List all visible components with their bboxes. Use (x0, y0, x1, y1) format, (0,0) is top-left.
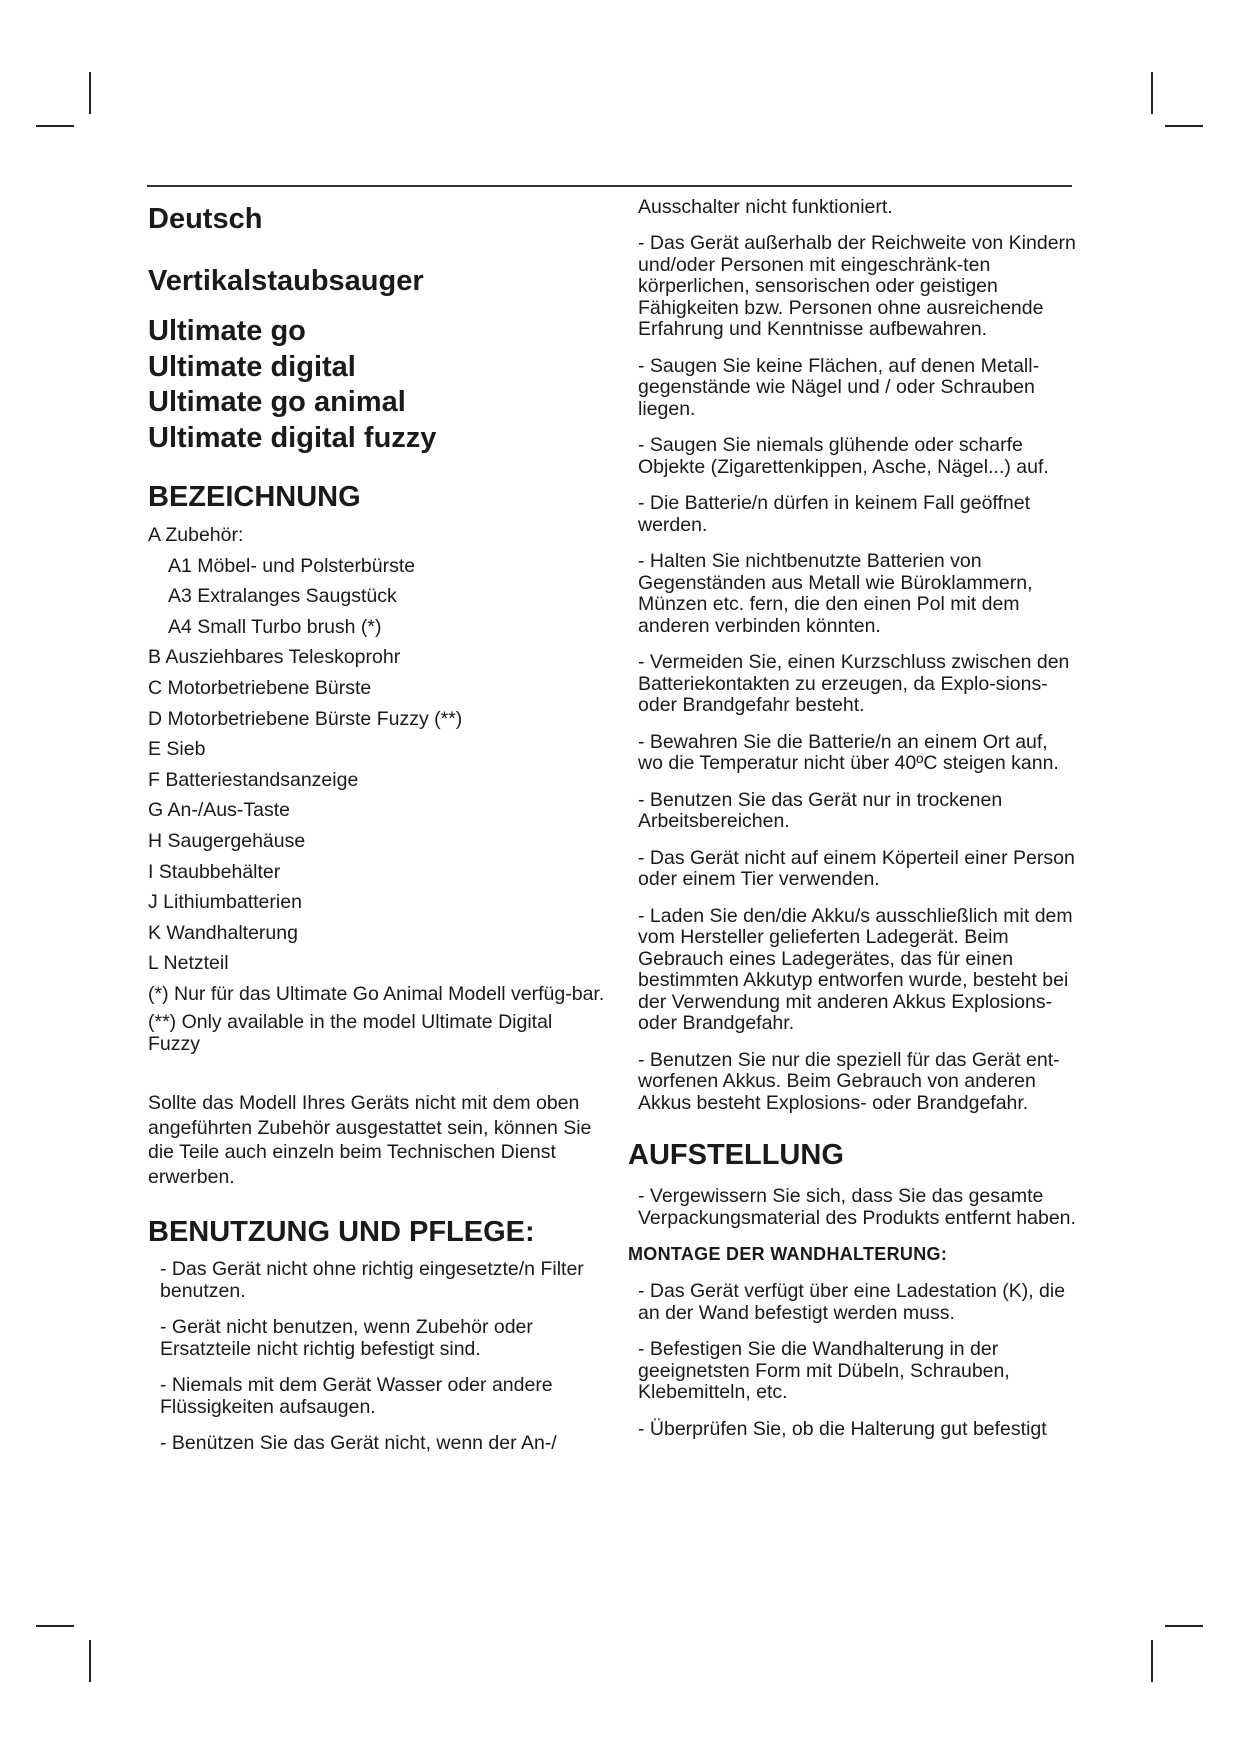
right-column (628, 196, 1078, 1455)
setup-bullets (628, 1186, 1078, 1229)
part-item: K Wandhalterung (148, 921, 298, 944)
model-name: Ultimate go (148, 315, 306, 347)
usage-bullet: - Halten Sie nichtbenutzte Batterien von Gegenständen aus Metall wie Büroklammern, Münzen etc. fern, die den einen Pol mit dem anderen verbinden könnten. (638, 550, 1033, 637)
usage-bullet: - Das Gerät nicht auf einem Köperteil einer Person oder einem Tier verwenden. (638, 846, 1075, 890)
parts-list (148, 524, 608, 1055)
part-item: J Lithiumbatterien (148, 891, 302, 914)
model-name: Ultimate digital fuzzy (148, 421, 437, 454)
crop-mark-top-right-h (1165, 125, 1203, 127)
bezeichnung-heading: BEZEICHNUNG (148, 481, 361, 513)
part-item: H Saugergehäuse (148, 829, 306, 852)
part-item: A1 Möbel- und Polsterbürste (168, 554, 416, 577)
part-item: A Zubehör: (148, 524, 244, 546)
usage-bullet-continuation: Ausschalter nicht funktioniert. (638, 196, 893, 218)
part-item: L Netzteil (148, 952, 229, 975)
footnote: (*) Nur für das Ultimate Go Animal Modell verfüg-bar. (148, 982, 605, 1005)
part-item: F Batteriestandsanzeige (148, 768, 359, 791)
usage-bullet: - Benützen Sie das Gerät nicht, wenn der An-/ (160, 1432, 557, 1455)
usage-bullets (148, 1259, 608, 1455)
setup-bullet: - Vergewissern Sie sich, dass Sie das gesamte Verpackungsmaterial des Produkts entfernt haben. (638, 1185, 1076, 1229)
part-item: I Staubbehälter (148, 860, 281, 883)
crop-mark-bottom-left-v (89, 1640, 91, 1682)
model-name: Ultimate digital (148, 350, 356, 383)
crop-mark-top-right-v (1151, 72, 1153, 114)
wall-mount-bullet: - Überprüfen Sie, ob die Halterung gut befestigt (638, 1417, 1047, 1440)
usage-bullets-continued (628, 233, 1078, 1114)
aufstellung-heading: AUFSTELLUNG (628, 1139, 844, 1171)
crop-mark-top-left-v (89, 72, 91, 114)
crop-mark-bottom-left-h (36, 1625, 74, 1627)
part-item: E Sieb (148, 738, 206, 761)
language-heading: Deutsch (148, 203, 263, 235)
usage-bullet: - Vermeiden Sie, einen Kurzschluss zwischen den Batteriekontakten zu erzeugen, da Explo-sions- oder Brandgefahr besteht. (638, 651, 1070, 716)
usage-bullet: - Laden Sie den/die Akku/s ausschließlich mit dem vom Hersteller gelieferten Ladegerät. Beim Gebrauch eines Ladegerätes, das für einen bestimmten Akkutyp entworfen wurde, besteht bei der Verwendung mit anderen Akkus Explosions- oder Brandgefahr. (638, 904, 1073, 1034)
wall-mount-subheading: MONTAGE DER WANDHALTERUNG: (628, 1244, 948, 1264)
wall-mount-bullet: - Das Gerät verfügt über eine Ladestation (K), die an der Wand befestigt werden muss. (638, 1280, 1066, 1324)
usage-bullet: - Das Gerät nicht ohne richtig eingesetzte/n Filter benutzen. (160, 1258, 584, 1302)
usage-bullet: - Benutzen Sie nur die speziell für das Gerät ent-worfenen Akkus. Beim Gebrauch von anderen Akkus besteht Explosions- oder Brandgefahr. (638, 1048, 1060, 1114)
model-name: Ultimate go animal (148, 386, 406, 418)
wall-mount-bullet: - Befestigen Sie die Wandhalterung in der geeignetsten Form mit Dübeln, Schrauben, Klebemitteln, etc. (638, 1338, 1010, 1403)
footnote: (**) Only available in the model Ultimate Digital Fuzzy (148, 1010, 553, 1055)
usage-bullet: - Gerät nicht benutzen, wenn Zubehör oder Ersatzteile nicht richtig befestigt sind. (160, 1316, 533, 1360)
part-item: A3 Extralanges Saugstück (168, 585, 397, 608)
part-item: G An-/Aus-Taste (148, 799, 290, 822)
usage-bullet: - Saugen Sie keine Flächen, auf denen Metall-gegenstände wie Nägel und / oder Schrauben liegen. (638, 354, 1040, 420)
benutzung-heading: BENUTZUNG UND PFLEGE: (148, 1216, 535, 1249)
accessory-paragraph: Sollte das Modell Ihres Geräts nicht mit dem oben angeführten Zubehör ausgestattet sein, können Sie die Teile auch einzeln beim Technischen Dienst erwerben. (148, 1091, 592, 1188)
usage-bullet: - Die Batterie/n dürfen in keinem Fall geöffnet werden. (638, 492, 1031, 536)
part-item: D Motorbetriebene Bürste Fuzzy (**) (148, 707, 463, 730)
usage-bullet: - Saugen Sie niemals glühende oder scharfe Objekte (Zigarettenkippen, Asche, Nägel...) auf. (638, 434, 1049, 478)
left-column (148, 196, 608, 1470)
crop-mark-bottom-right-v (1151, 1640, 1153, 1682)
header-rule (147, 185, 1072, 187)
usage-bullet: - Das Gerät außerhalb der Reichweite von Kindern und/oder Personen mit eingeschränk-ten körperlichen, sensorischen oder geistigen Fähigkeiten bzw. Personen ohne ausreichende Erfahrung und Kenntnisse aufbewahren. (638, 232, 1076, 340)
product-type-heading: Vertikalstaubsauger (148, 265, 424, 297)
part-item: B Ausziehbares Teleskoprohr (148, 646, 401, 669)
usage-bullet: - Benutzen Sie das Gerät nur in trockenen Arbeitsbereichen. (638, 788, 1003, 832)
part-item: A4 Small Turbo brush (*) (168, 615, 382, 638)
usage-bullet: - Bewahren Sie die Batterie/n an einem Ort auf, wo die Temperatur nicht über 40ºC steigen kann. (638, 730, 1059, 774)
model-list (148, 314, 608, 456)
usage-bullet: - Niemals mit dem Gerät Wasser oder andere Flüssigkeiten aufsaugen. (160, 1374, 553, 1418)
crop-mark-top-left-h (36, 125, 74, 127)
wall-mount-bullets (628, 1281, 1078, 1440)
part-item: C Motorbetriebene Bürste (148, 676, 372, 699)
crop-mark-bottom-right-h (1165, 1625, 1203, 1627)
